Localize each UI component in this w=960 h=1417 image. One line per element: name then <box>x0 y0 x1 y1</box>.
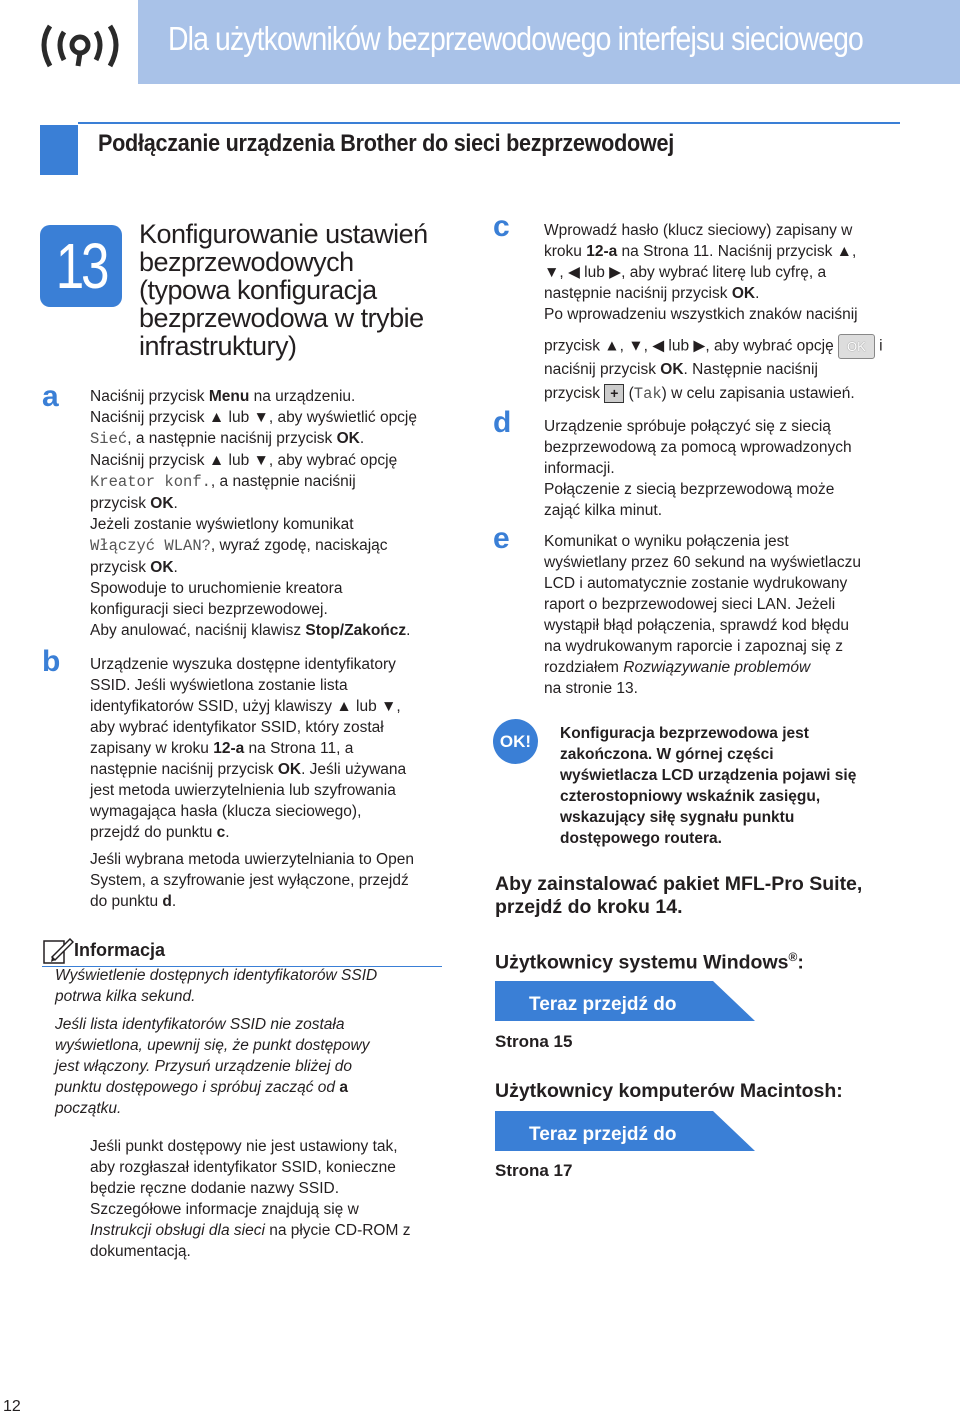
ok-key-icon: OK <box>838 334 875 359</box>
step-title-line: Konfigurowanie ustawień <box>139 219 428 249</box>
windows-go-label: Teraz przejdź do <box>529 994 677 1015</box>
note-text: Wyświetlenie dostępnych identyfikatorów SSID potrwa kilka sekund. Jeśli lista identyfikatorów SSID nie została wyświetlona, upewnij się, że punkt dostępowy jest włączony. Przysuń urządzenie bliżej do punktu dostępowego i spróbuj zacząć od a początku. <box>55 967 378 1117</box>
mac-go-label: Teraz przejdź do <box>529 1124 677 1145</box>
pencil-note-icon <box>42 935 74 965</box>
plus-key-icon: + <box>604 384 624 403</box>
ok-badge-icon: OK! <box>493 719 538 764</box>
substep-b-text: Urządzenie wyszuka dostępne identyfikatory SSID. Jeśli wyświetlona zostanie lista identyfikatorów SSID, użyj klawiszy ▲ lub ▼, aby wybrać identyfikator SSID, który został zapisany w kroku 12-a na Strona 11, a następnie naciśnij przycisk OK. Jeśli używana jest metoda uwierzytelnienia lub szyfrowania wymagająca hasła (klucza sieciowego), przejdź do punktu c. Jeśli wybrana metoda uwierzytelniania to Open System, a szyfrowanie jest wyłączone, przejdź do punktu d. <box>90 656 414 910</box>
step-title-line: bezprzewodowych <box>139 247 354 277</box>
substep-label-c: c <box>493 210 510 243</box>
mac-page-ref: Strona 17 <box>495 1161 573 1180</box>
windows-heading: Użytkownicy systemu Windows®: <box>495 950 804 974</box>
step-title-line: bezprzewodowa w trybie <box>139 303 424 333</box>
header-title: Dla użytkowników bezprzewodowego interfejsu sieciowego <box>168 20 863 57</box>
step-title <box>139 220 479 360</box>
substep-label-a: a <box>42 380 59 413</box>
ok-message: Konfiguracja bezprzewodowa jest zakończona. W górnej części wyświetlacza LCD urządzenia pojawi się czterostopniowy wskaźnik zasięgu, wskazujący siłę sygnału punktu dostępowego routera. <box>560 725 857 847</box>
page-number: 12 <box>3 1398 21 1415</box>
substep-a-text: Naciśnij przycisk Menu na urządzeniu. Naciśnij przycisk ▲ lub ▼, aby wyświetlić opcję Sieć, a następnie naciśnij przycisk OK. Naciśnij przycisk ▲ lub ▼, aby wybrać opcję Kreator konf., a następnie naciśnij przycisk OK. Jeżeli zostanie wyświetlony komunikat Włączyć WLAN?, wyraź zgodę, naciskając przycisk OK. Spowoduje to uruchomienie kreatora konfiguracji sieci bezprzewodowej. Aby anulować, naciśnij klawisz Stop/Zakończ. <box>90 388 417 639</box>
substep-label-e: e <box>493 522 510 555</box>
mac-heading: Użytkownicy komputerów Macintosh: <box>495 1080 843 1102</box>
install-instruction: Aby zainstalować pakiet MFL-Pro Suite, przejdź do kroku 14. <box>495 873 863 918</box>
note-label: Informacja <box>74 940 166 960</box>
substep-d-text: Urządzenie spróbuje połączyć się z siecią bezprzewodową za pomocą wprowadzonych informacji. Połączenie z siecią bezprzewodową może zająć kilka minut. <box>544 418 852 519</box>
substep-c-text: Wprowadź hasło (klucz sieciowy) zapisany w kroku 12-a na Strona 11. Naciśnij przycisk ▲, ▼, ◀ lub ▶, aby wybrać literę lub cyfrę, a następnie naciśnij przycisk OK. Po wprowadzeniu wszystkich znaków naciśnij przycisk ▲, ▼, ◀ lub ▶, aby wybrać opcję OK i naciśnij przycisk OK. Następnie naciśnij przycisk + (Tak) w celu zapisania ustawień. <box>544 222 883 403</box>
after-note-text: Jeśli punkt dostępowy nie jest ustawiony tak, aby rozgłaszał identyfikator SSID, konieczne będzie ręczne dodanie nazwy SSID. Szczegółowe informacje znajdują się w Instrukcji obsługi dla sieci na płycie CD-ROM z dokumentacją. <box>90 1138 411 1260</box>
section-rule <box>78 122 900 124</box>
section-marker <box>40 125 78 175</box>
substep-e-text: Komunikat o wyniku połączenia jest wyświetlany przez 60 sekund na wyświetlaczu LCD i automatycznie zostanie wydrukowany raport o bezprzewodowej sieci LAN. Jeżeli wystąpił błąd połączenia, sprawdź kod błędu na wydrukowanym raporcie i zapoznaj się z rozdziałem Rozwiązywanie problemów na stronie 13. <box>544 533 862 697</box>
step-title-line: infrastruktury) <box>139 331 297 361</box>
section-title: Podłączanie urządzenia Brother do sieci bezprzewodowej <box>98 130 674 157</box>
step-title-line: (typowa konfiguracja <box>139 275 377 305</box>
step-number: 13 <box>55 230 107 302</box>
wireless-network-icon <box>38 20 128 68</box>
substep-label-d: d <box>493 406 512 439</box>
substep-label-b: b <box>42 645 61 678</box>
windows-page-ref: Strona 15 <box>495 1032 573 1051</box>
